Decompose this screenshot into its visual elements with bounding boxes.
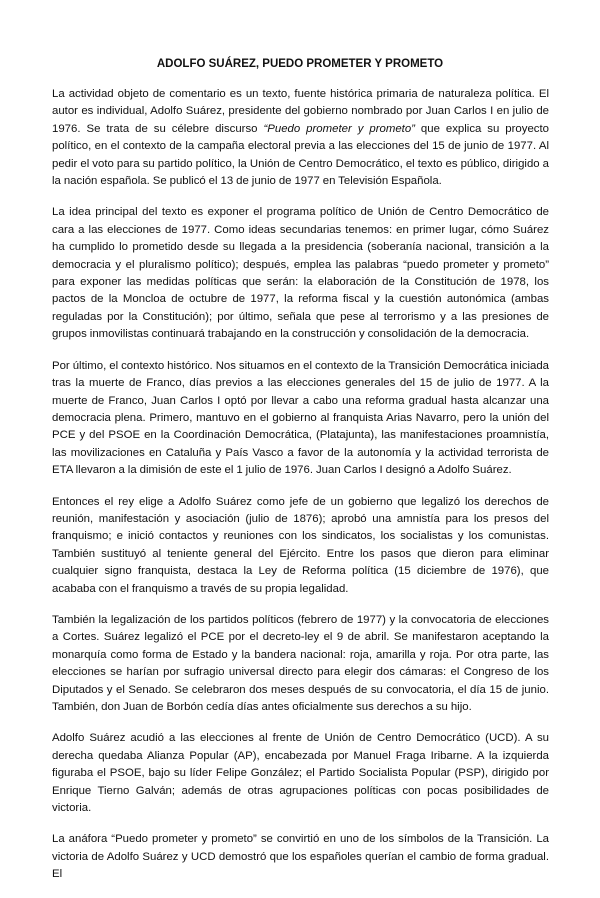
paragraph-text: que explica su proyecto político, en el contexto de la campaña electoral previa a las elecciones del 15 de junio de 1977. Al pedir el voto para su partido político, la Unión de Centro Democrático, el texto es público, dirigido a la nación española. Se publicó el 13 de junio de 1977 en Televisión Española. bbox=[52, 122, 549, 188]
paragraph-legalization: También la legalización de los partidos políticos (febrero de 1977) y la convocatoria de elecciones a Cortes. Suárez legalizó el PCE por el decreto-ley el 9 de abril. Se manifestaron aceptando la monarquía como forma de Estado y la bandera nacional: roja, amarilla y roja. Por otra parte, las elecciones se harían por sufragio universal directo para elegir dos cámaras: el Congreso de los Diputados y el Senado. Se celebraron dos meses después de su convocatoria, el día 15 de junio. También, don Juan de Borbón cedía días antes oficialmente sus derechos a su hijo. bbox=[52, 613, 549, 713]
paragraph-suarez-government: Entonces el rey elige a Adolfo Suárez como jefe de un gobierno que legalizó los derechos de reunión, manifestación y asociación (julio de 1876); aprobó una amnistía para los presos del franquismo; e inició contactos y reuniones con los sindicatos, los socialistas y los comunistas. También sustituyó al teniente general del Ejército. Entre los pasos que dieron para eliminar cualquier signo franquista, destaca la Ley de Reforma política (15 diciembre de 1976), que acababa con el franquismo a través de su propia legalidad. bbox=[52, 495, 549, 595]
document-body bbox=[52, 86, 549, 898]
document-title: ADOLFO SUÁREZ, PUEDO PROMETER Y PROMETO bbox=[156, 58, 444, 70]
paragraph-main-idea: La idea principal del texto es exponer el programa político de Unión de Centro Democrático de cara a las elecciones de 1977. Como ideas secundarias tenemos: en primer lugar, cómo Suárez ha cumplido lo prometido desde su llegada a la presidencia (soberanía nacional, transición a la democracia y el pluralismo político); después, emplea las palabras “puedo prometer y prometo” para exponer las medidas políticas que serán: la elaboración de la Constitución de 1978, los pactos de la Moncloa de octubre de 1977, la reforma fiscal y la cuestión autonómica (ambas reguladas por la Constitución); por último, señala que pese al terrorismo y a las presiones de grupos inmovilistas continuará trabajando en la construcción y consolidación de la democracia. bbox=[52, 206, 549, 341]
speech-title-italic: “Puedo prometer y prometo” bbox=[263, 122, 415, 135]
paragraph-text: La actividad objeto de comentario es un texto, fuente histórica primaria de naturaleza política. El autor es individual, Adolfo Suárez, presidente del gobierno nombrado por Juan Carlos I en julio de 1976. Se trata de su célebre discurso bbox=[52, 88, 549, 135]
paragraph-introduction bbox=[52, 86, 549, 190]
paragraph-elections: Adolfo Suárez acudió a las elecciones al frente de Unión de Centro Democrático (UCD). A su derecha quedaba Alianza Popular (AP), encabezada por Manuel Fraga Iribarne. A la izquierda figuraba el PSOE, bajo su líder Felipe González; el Partido Socialista Popular (PSP), dirigido por Enrique Tierno Galván; además de otras agrupaciones políticas con pocas posibilidades de victoria. bbox=[52, 732, 549, 815]
paragraph-anaphora: La anáfora “Puedo prometer y prometo” se convirtió en uno de los símbolos de la Transición. La victoria de Adolfo Suárez y UCD demostró que los españoles querían el cambio de forma gradual. El bbox=[52, 833, 549, 881]
paragraph-historical-context: Por último, el contexto histórico. Nos situamos en el contexto de la Transición Democrática iniciada tras la muerte de Franco, días previos a las elecciones generales del 15 de julio de 1977. A la muerte de Franco, Juan Carlos I optó por llevar a cabo una reforma gradual hasta alcanzar una democracia plena. Primero, mantuvo en el gobierno al franquista Arias Navarro, pero la unión del PCE y del PSOE en la Coordinación Democrática, (Platajunta), las manifestaciones proamnistía, las movilizaciones en Cataluña y País Vasco a favor de la autonomía y la actividad terrorista de ETA llevaron a la dimisión de este el 1 julio de 1976. Juan Carlos I designó a Adolfo Suárez. bbox=[52, 359, 549, 477]
